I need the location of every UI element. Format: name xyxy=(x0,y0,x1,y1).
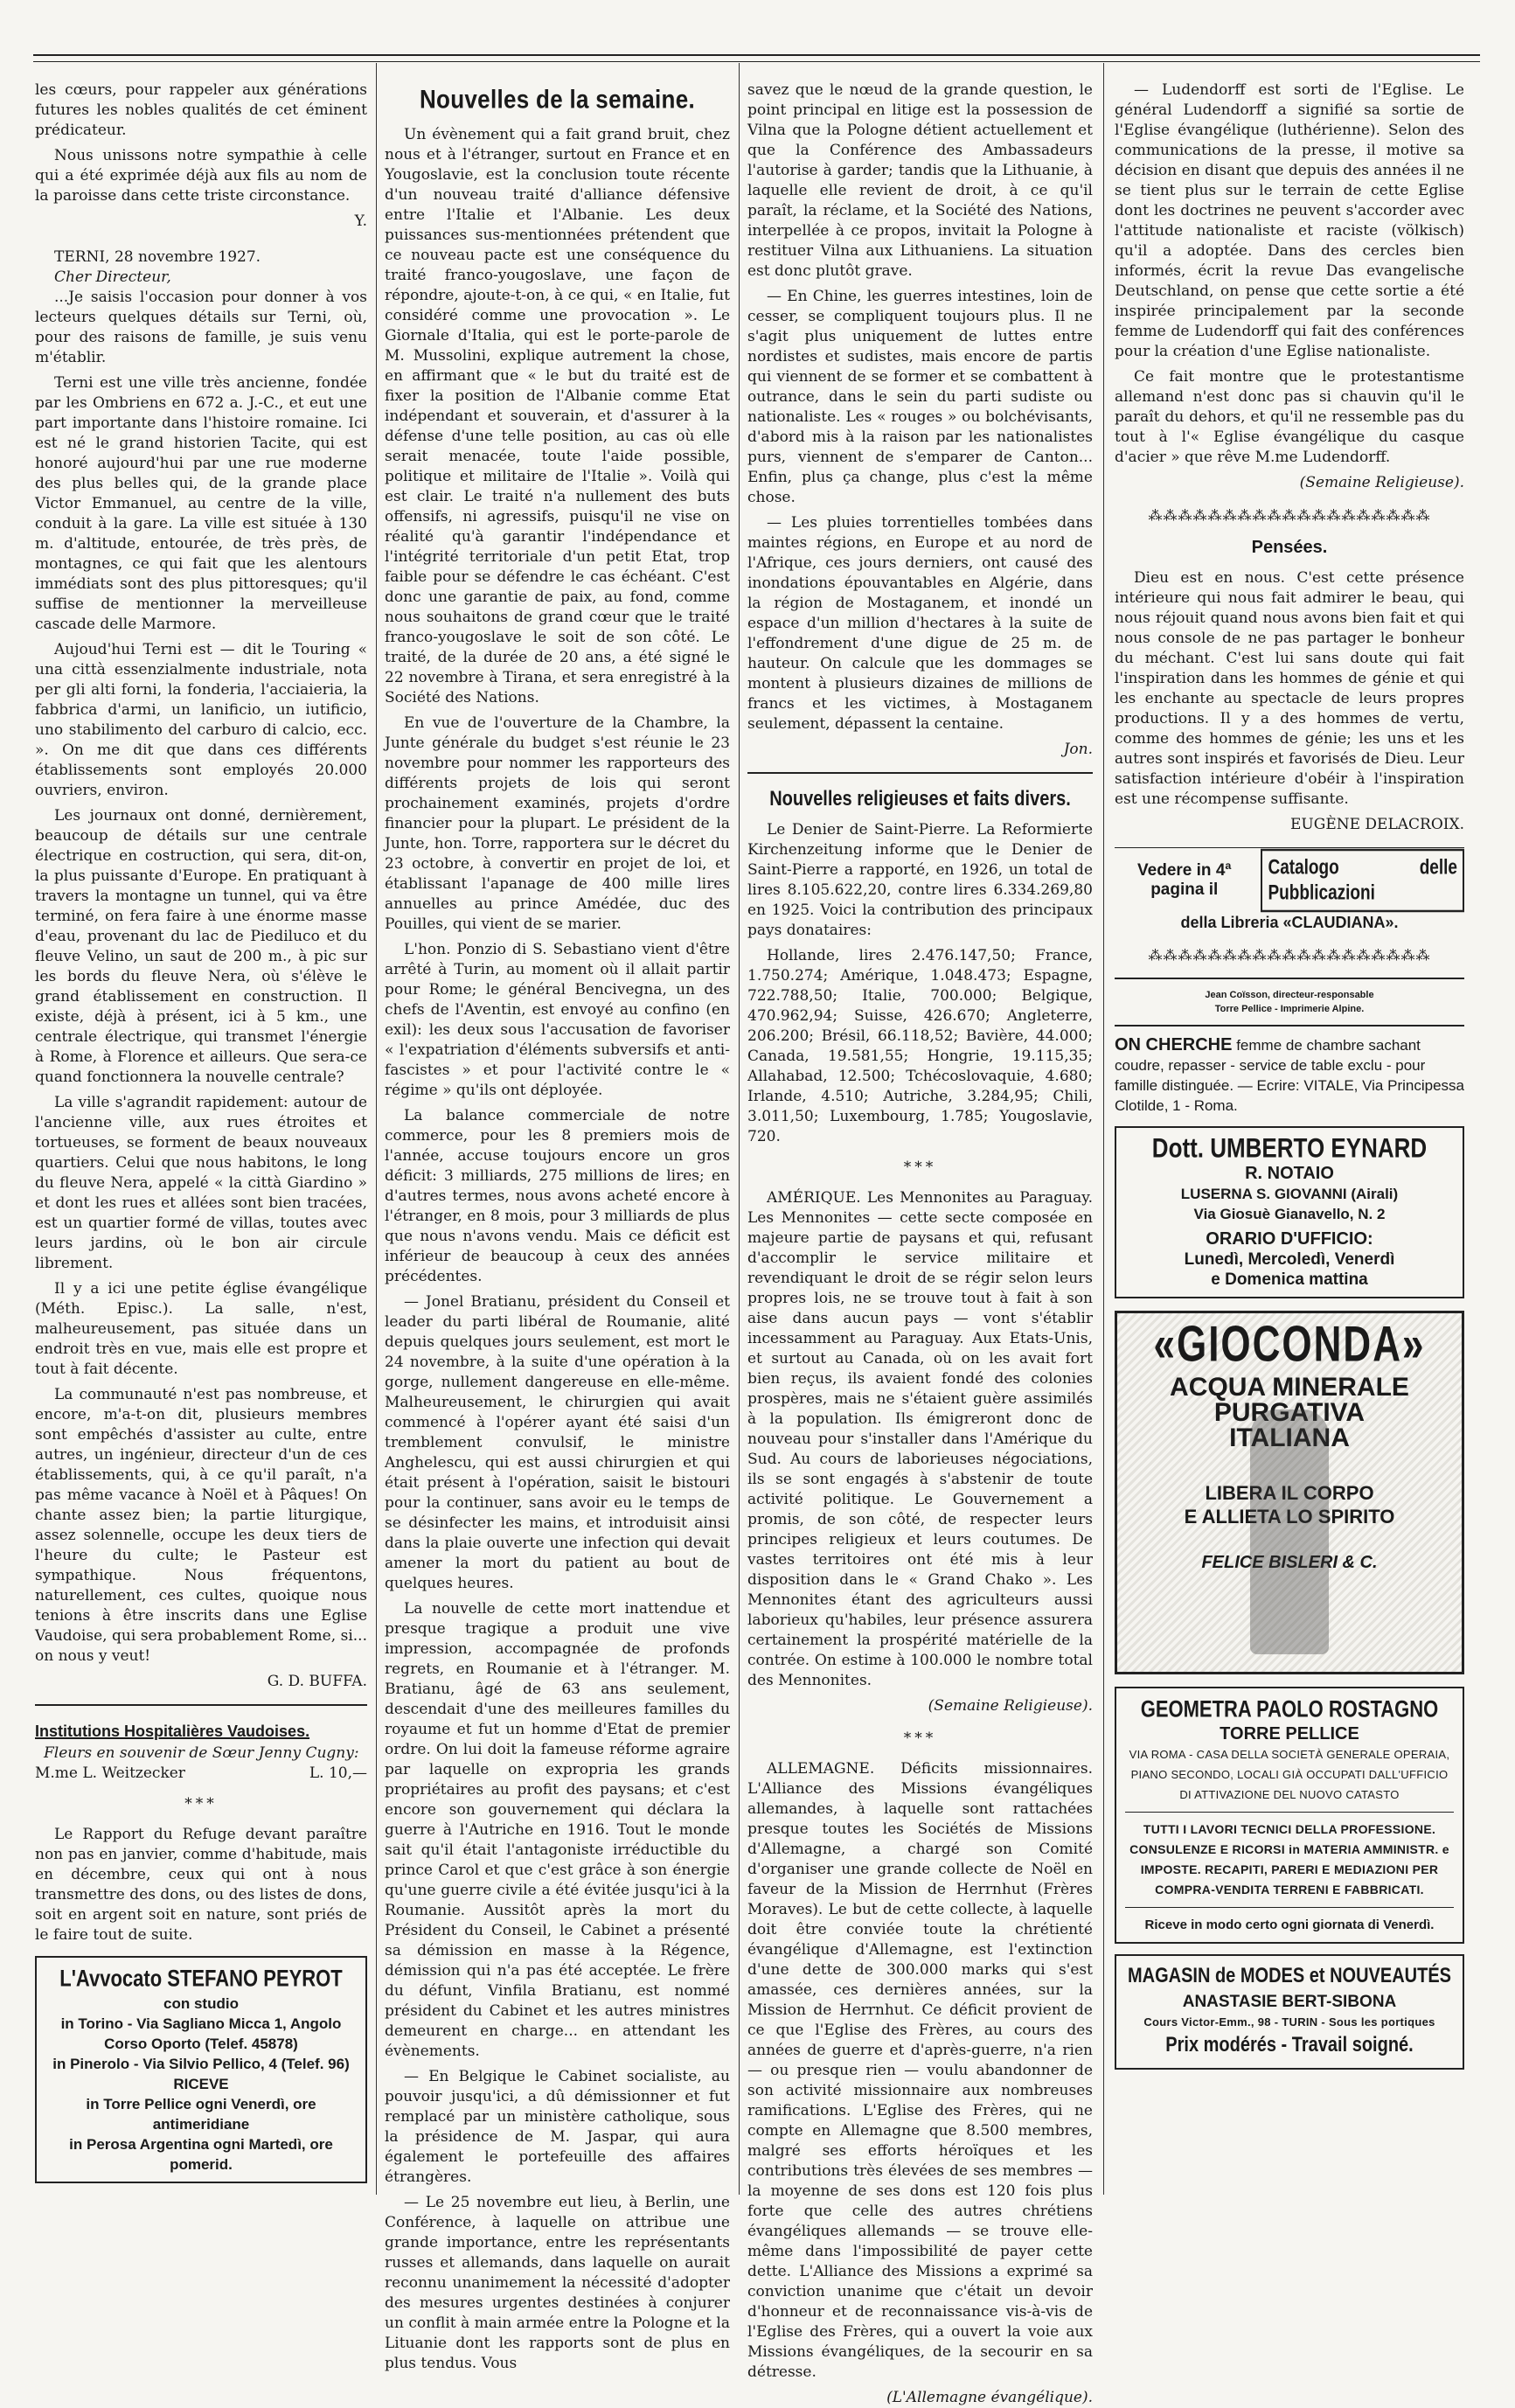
rostagno-services: TUTTI I LAVORI TECNICI DELLA PROFESSIONE. CONSULENZE E RICORSI in MATERIA AMMINISTR. e IMPOSTE. RECAPITI, PARERI E MEDIAZIONI PER COMPRA-VENDITA TERRENI E FABBRICATI. xyxy=(1129,1822,1449,1896)
news-paragraph: — Le 25 novembre eut lieu, à Berlin, une Conférence, à laquelle on attribue une grande importance, entre les représentants russes et allemands, dans laquelle on aurait reconnu unanimement la nécessité d'adopter des mesures urgentes destinées à conjurer un conflit à main armée entre la Pologne et la Lituanie dont les rapports sont de plus en plus tendus. Vous xyxy=(385,2194,730,2372)
gioconda-line: ACQUA MINERALE xyxy=(1170,1373,1409,1402)
gioconda-brand: «GIOCONDA» xyxy=(1153,1316,1426,1373)
institutions-subheading: Fleurs en souvenir de Sœur Jenny Cugny: xyxy=(44,1744,359,1762)
sympathy-paragraph: Nous unissons notre sympathie à celle qui a été exprimée déjà aux fils au nom de la paroisse dans cette triste circonstance. xyxy=(35,147,367,205)
gioconda-line: E ALLIETA LO SPIRITO xyxy=(1184,1506,1395,1528)
news-continued: savez que le nœud de la grande question, le point principal en litige est la possession de Vilna que la Pologne détient actuellement et que la Conférence des Ambassadeurs l'autorise à garder; tandis que la Lithuanie, à laquelle elle revient de droit, à ce qu'il paraît, la réclame, et la Société des Nations, interpellée à ce propos, invitait la Pologne à restituer Vilna aux Lithuaniens. La situation est donc plutôt grave. xyxy=(747,81,1093,280)
peyrot-riceve: RICEVE xyxy=(173,2076,229,2092)
column-2 xyxy=(385,80,730,2372)
signature-y: Y. xyxy=(354,212,367,230)
section-rule xyxy=(747,772,1093,774)
terni-paragraph: ...Je saisis l'occasion pour donner à vos lecteurs quelques détails sur Terni, où, pour des raisons de famille, je suis venu m'établir. xyxy=(35,289,367,366)
bert-slogan: Prix modérés - Travail soigné. xyxy=(1165,2033,1414,2057)
news-paragraph: La nouvelle de cette mort inattendue et presque tragique a produit une vive impression, accompagnée de profonds regrets, en Roumanie et à l'étranger. M. Bratianu, âgé de 63 ans seulement, descendait d'une des meilleures familles du royaume et fut un homme d'Etat de premier ordre. On lui doit la fameuse réforme agraire par laquelle on expropria les grands propriétaires au profit des paysans; et c'est encore son gouvernement qui déclara la guerre à l'Autriche en 1916. Tout le monde sait qu'il était l'antagoniste irréductible du prince Carol et que c'est grâce à son énergie qu'une guerre civile a été évitée jusqu'ici à la Roumanie. Aussitôt après la mort du Président du Conseil, le Cabinet a présenté sa démission en masse à la Régence, démission qui n'a pas été acceptée. Le frère du défunt, Vinfila Bratianu, est nommé président du Cabinet et les autres ministres demeurent en charge... en attendant les évènements. xyxy=(385,1600,730,2060)
source-semaine: (Semaine Religieuse). xyxy=(928,1697,1093,1715)
source-allemagne: (L'Allemagne évangélique). xyxy=(886,2389,1093,2406)
gioconda-maker: FELICE BISLERI & C. xyxy=(1201,1553,1378,1572)
pensees-signature: EUGÈNE DELACROIX. xyxy=(1290,816,1464,833)
rostagno-city: TORRE PELLICE xyxy=(1220,1724,1359,1743)
source-semaine: (Semaine Religieuse). xyxy=(1299,474,1464,491)
news-paragraph: L'hon. Ponzio di S. Sebastiano vient d'être arrêté à Turin, au moment où il allait partir pour Rome; le général Bencivegna, un des chefs de l'Aventin, est envoyé au confino (en exil): les deux sous l'accusation de favoriser « l'expatriation d'éléments subversifs et anti-fascistes » et pour l'activité contre le « régime » qu'ils ont déployée. xyxy=(385,941,730,1099)
gioconda-line: LIBERA IL CORPO xyxy=(1205,1482,1374,1504)
catalog-sub: della Libreria «CLAUDIANA». xyxy=(1180,914,1399,931)
dateline: TERNI, 28 novembre 1927. xyxy=(54,248,261,266)
religious-news-heading: Nouvelles religieuses et faits divers. xyxy=(769,787,1071,811)
terni-paragraph: Il y a ici une petite église évangélique (Méth. Episc.). La salle, n'est, malheureusement, pas située dans un endroit très en vue, mais elle est propre et tout à fait décente. xyxy=(35,1280,367,1378)
ludendorff-paragraph: — Ludendorff est sorti de l'Eglise. Le général Ludendorff a signifié sa sortie de l'Eglise évangélique (luthérienne). Selon des communications de la presse, il motive sa décision en disant que depuis des années il ne se tient plus sur le terrain de cette Eglise dont les doctrines ne peuvent s'accorder avec l'attitude nationaliste et raciste (völkisch) qu'il a adoptée. Dans des cercles bien informés, écrit la revue Das evangelische Deutschland, on pense que cette sortie a été inspirée principalement par la seconde femme de Ludendorff qui fait des conférences pour la création d'une Eglise nationaliste. xyxy=(1115,81,1464,360)
eynard-name: Dott. UMBERTO EYNARD xyxy=(1151,1131,1428,1164)
peyrot-torino: in Torino - Via Sagliano Micca 1, Angolo Corso Oporto (Telef. 45878) xyxy=(60,2015,342,2052)
gioconda-line: ITALIANA xyxy=(1229,1423,1350,1452)
eynard-title: R. NOTAIO xyxy=(1245,1164,1334,1183)
catalog-notice xyxy=(1115,855,1464,906)
refuge-paragraph: Le Rapport du Refuge devant paraître non pas en janvier, comme d'habitude, mais en décembre, ceux qui ont à nous transmettre des dons, ou des listes de dons, soit en argent soit en nature, sont priés de le faire tout de suite. xyxy=(35,1826,367,1944)
rostagno-address: VIA ROMA - CASA DELLA SOCIETÀ GENERALE OPERAIA, PIANO SECONDO, LOCALI GIÀ OCCUPATI DALL'UFFICIO DI ATTIVAZIONE DEL NUOVO CATASTO xyxy=(1129,1748,1450,1801)
rostagno-riceve: Riceve in modo certo ogni giornata di Venerdì. xyxy=(1144,1917,1435,1932)
bert-advertisement xyxy=(1115,1954,1464,2070)
salutation: Cher Directeur, xyxy=(54,268,171,286)
bert-title: MAGASIN de MODES et NOUVEAUTÉS xyxy=(1127,1964,1452,1988)
eynard-orario: ORARIO D'UFFICIO: xyxy=(1206,1229,1373,1249)
section-rule xyxy=(1115,978,1464,979)
gioconda-line: PURGATIVA xyxy=(1213,1398,1366,1427)
pensees-paragraph: Dieu est en nous. C'est cette présence intérieure qui nous fait admirer le beau, qui nous réjouit quand nous avons bien fait et qui nous console de ne pas partager le bonheur du méchant. C'est lui sans doute qui fait l'inspiration dans les hommes de génie et qui les enchante au spectacle de leurs propres productions. Il y a des hommes de vertu, comme des hommes de génie; les uns et les autres sont inspirés et favorisés de Dieu. Leur satisfaction intérieure d'obéir à l'inspiration est une récompense suffisante. xyxy=(1115,569,1464,808)
stars-separator: *** xyxy=(903,1729,937,1747)
eynard-days-2: e Domenica mattina xyxy=(1211,1270,1368,1289)
ornament-divider: ⁂⁂⁂⁂⁂⁂⁂⁂⁂⁂⁂⁂⁂⁂⁂⁂⁂⁂⁂ xyxy=(1148,507,1431,524)
ad-rule xyxy=(1125,1907,1454,1908)
column-separator xyxy=(739,63,740,2195)
section-rule xyxy=(1115,1025,1464,1027)
peyrot-title: L'Avvocato STEFANO PEYROT xyxy=(59,1965,343,1992)
news-heading: Nouvelles de la semaine. xyxy=(419,83,695,115)
peyrot-studio: con studio xyxy=(163,1995,239,2012)
peyrot-perosa: in Perosa Argentina ogni Martedì, ore pomerid. xyxy=(69,2136,333,2173)
terni-paragraph: Aujoud'hui Terni est — dit le Touring « una città essenzialmente industriale, nota per gli alti forni, la fonderia, l'acciaieria, la fabbrica d'armi, un lanificio, un iutificio, uno stabilimento del carburo di calcio, ecc. ». On me dit que dans ces différents établissements sont employés 20.000 ouvriers, environ. xyxy=(35,641,367,799)
institutions-heading: Institutions Hospitalières Vaudoises. xyxy=(35,1722,310,1740)
eynard-street: Via Giosuè Gianavello, N. 2 xyxy=(1193,1206,1386,1222)
eynard-advertisement xyxy=(1115,1126,1464,1298)
imprint-printer: Torre Pellice - Imprimerie Alpine. xyxy=(1214,1004,1365,1014)
gioconda-advertisement xyxy=(1115,1311,1464,1674)
classified-ad xyxy=(1115,1035,1464,1116)
denier-paragraph: Le Denier de Saint-Pierre. La Reformierte Kirchenzeitung informe que le Denier de Saint-Pierre a rapporté, en 1926, un total de lires 8.105.622,20, contre lires 6.334.269,80 en 1925. Voici la contribution des principaux pays donataires: xyxy=(747,821,1093,939)
mennonites-paragraph: AMÉRIQUE. Les Mennonites au Paraguay. Les Mennonites — cette secte composée en majeure partie de paysans et qui, refusant d'accomplir le service militaire et revendiquant le droit de se régir selon leurs propres lois, ne se trouve tout à fait à son aise dans aucun pays — vont s'établir incessamment au Paraguay. Aux Etats-Unis, et surtout au Canada, où on les avait fort bien reçus, ils avaient fondé des colonies prospères, mais ne s'étaient guère assimilés à la population. Ils émigreront donc de nouveau pour s'installer dans l'Amérique du Sud. Au cours de laborieuses négociations, ils se sont engagés à s'abstenir de toute activité politique. Le Gouvernement a promis, de son côté, de respecter leurs principes religieux et leurs coutumes. De vastes territoires ont été mis à leur disposition dans le « Grand Chako ». Les Mennonites étant des agriculteurs aussi laborieux qu'habiles, leur présence assurera certainement la prospérité matérielle de la contrée. On estime à 100.000 le nombre total des Mennonites. xyxy=(747,1189,1093,1689)
ornament-divider: ⁂⁂⁂⁂⁂⁂⁂⁂⁂⁂⁂⁂⁂⁂⁂⁂⁂⁂⁂ xyxy=(1148,947,1431,964)
news-paragraph: — Jonel Bratianu, président du Conseil et leader du parti libéral de Roumanie, alité depuis quelques jours seulement, est mort le 24 novembre, à la suite d'une opération à la gorge, nullement dangereuse en elle-même. Malheureusement, le chirurgien qui avait commencé à l'opérer ayant été saisi d'un tremblement convulsif, le ministre Anghelescu, qui est aussi chirurgien et qui était présent à l'opération, saisit le bistouri pour la continuer, sans avoir eu le temps de se désinfecter les mains, et introduisit ainsi dans la plaie ouverte une infection qui devait amener la mort du patient au bout de quelques heures. xyxy=(385,1293,730,1592)
eynard-place: LUSERNA S. GIOVANNI (Airali) xyxy=(1180,1186,1399,1202)
signature-jon: Jon. xyxy=(1063,741,1093,758)
imprint-director: Jean Coïsson, directeur-responsable xyxy=(1205,990,1374,1000)
donor-name: M.me L. Weitzecker xyxy=(35,1764,185,1782)
donation-amount: L. 10,— xyxy=(309,1764,367,1782)
terni-paragraph: La communauté n'est pas nombreuse, et encore, m'a-t-on dit, plusieurs membres sont empêchés d'assister au culte, entre autres, un ingénieur, directeur d'un de ces établissements, qui, à ce qu'il paraît, n'a pas même vacance à Noël et à Pâques! On chante assez bien; la partie liturgique, assez solennelle, occupe les deux tiers de l'heure du culte; le Pasteur est sympathique. Nous fréquentons, naturellement, ces cultes, quoique nous tenions à être inscrits dans une Eglise Vaudoise, qui sera probablement Rome, si... on nous y veut! xyxy=(35,1386,367,1665)
eynard-days: Lunedì, Mercoledì, Venerdì xyxy=(1184,1250,1395,1269)
column-3 xyxy=(747,80,1093,2406)
missions-paragraph: ALLEMAGNE. Déficits missionnaires. L'Alliance des Missions évangéliques allemandes, à laquelle sont rattachées presque toutes les Sociétés de Missions d'Allemagne, a chargé son Comité d'organiser une grande collecte de Noël en faveur de la Mission de Herrnhut (Frères Moraves). Le but de cette collecte, à laquelle doit être conviée toute la chrétienté évangélique d'Allemagne, est l'extinction d'une dette de 300.000 marks qui s'est amassée, ces dernières années, sur la Mission de Herrnhut. Ce déficit provient de ce que l'Eglise des Frères, au cours des années de guerre et d'après-guerre, n'a rien — ou presque rien — voulu abandonner de son activité missionnaire aux nombreuses ramifications. L'Eglise des Frères, qui ne compte en Allemagne que 8.500 membres, malgré ses efforts héroïques et les contributions très élevées de ses membres — la moyenne de ses dons est 120 fois plus forte que celle des autres chrétiens évangéliques allemands — se trouve elle-même dans l'impossibilité de payer cette dette. L'Alliance des Missions a exprimé sa conviction unanime que c'était un devoir d'honneur et de reconnaissance vis-à-vis de l'Eglise des Frères, qui a ouvert la voie aux Missions évangéliques, de la secourir en sa détresse. xyxy=(747,1760,1093,2381)
news-paragraph: La balance commerciale de notre commerce, pour les 8 premiers mois de l'année, accuse toujours encore un gros déficit: 3 milliards, 275 millions de lires; en d'autres termes, nous avons acheté encore à l'étranger, en 8 mois, pour 3 milliards de plus que nous n'avons vendu. Mais ce déficit est inférieur de beaucoup à ceux des années précédentes. xyxy=(385,1107,730,1285)
news-paragraph: En vue de l'ouverture de la Chambre, la Junte générale du budget s'est réunie le 23 novembre pour nommer les rapporteurs des différents projets de lois qui seront prochainement examinés, projets d'ordre financier pour la plupart. Le président de la Junte, hon. Torre, rapportera sur le décret du 23 octobre, à convertir en projet de loi, et établissant l'apanage de 400 mille lires annuelles au prince Amédée, duc des Pouilles, qui vient de se marier. xyxy=(385,714,730,933)
donors-paragraph: Hollande, lires 2.476.147,50; France, 1.750.274; Amérique, 1.048.473; Espagne, 722.788,50; Italie, 700.000; Belgique, 470.962,94; Suisse, 426.670; Angleterre, 206.200; Brésil, 66.118,52; Bavière, 44.000; Canada, 19.581,55; Hongrie, 19.115,35; Allahabad, 12.500; Tchécoslovaquie, 4.680; Irlande, 4.510; Autriche, 3.284,95; Chili, 3.011,50; Luxembourg, 1.785; Yougoslavie, 720. xyxy=(747,947,1093,1145)
signature-buffa: G. D. BUFFA. xyxy=(267,1673,367,1690)
stars-separator: *** xyxy=(184,1795,218,1813)
peyrot-pinerolo: in Pinerolo - Via Silvio Pellico, 4 (Telef. 96) xyxy=(52,2056,350,2072)
peyrot-advertisement xyxy=(35,1956,367,2183)
rostagno-advertisement xyxy=(1115,1687,1464,1944)
top-rule xyxy=(33,54,1480,56)
news-paragraph: — Les pluies torrentielles tombées dans maintes régions, en Europe et au nord de l'Afrique, ces jours derniers, ont causé des inondations épouvantables en Algérie, dans la région de Mostaganem, et inondé un espace d'un million d'hectares à la suite de l'effondrement d'une digue de 25 m. de hauteur. On calcule que les dommages se montent à plusieurs dizaines de millions de francs et les victimes, à Mostaganem seulement, dépassent la centaine. xyxy=(747,514,1093,733)
column-separator xyxy=(1103,63,1104,2195)
pensees-heading: Pensées. xyxy=(1251,538,1328,557)
section-rule xyxy=(35,1704,367,1706)
bottle-illustration xyxy=(1250,1409,1329,1654)
news-paragraph: — En Belgique le Cabinet socialiste, au pouvoir jusqu'ici, a dû démissionner et fut remplacé par un ministère catholique, sous la présidence de M. Jaspar, qui aura également le portefeuille des affaires étrangères. xyxy=(385,2068,730,2186)
rostagno-name: GEOMETRA PAOLO ROSTAGNO xyxy=(1140,1695,1439,1722)
terni-paragraph: Terni est une ville très ancienne, fondée par les Ombriens en 672 a. J.-C., et eut une part importante dans l'histoire romaine. Ici est né le grand historien Tacite, qui est honoré aujourd'hui par une rue moderne des plus belles qui, de la grande place Victor Emmanuel, au centre de la ville, conduit à la gare. La ville est située à 130 m. d'altitude, entourée, de très près, de montagnes, ce qui fait que les alentours immédiats sont des plus pittoresques; qu'il suffise de mentionner la merveilleuse cascade delle Marmore. xyxy=(35,374,367,633)
bert-address: Cours Victor-Emm., 98 - TURIN - Sous les portiques xyxy=(1143,2015,1435,2029)
intro-paragraph: les cœurs, pour rappeler aux générations futures les nobles qualités de cet éminent prédicateur. xyxy=(35,81,367,139)
catalog-box: Catalogo delle Pubblicazioni xyxy=(1261,849,1464,913)
column-separator xyxy=(376,63,377,2195)
terni-paragraph: Les journaux ont donné, dernièrement, beaucoup de détails sur une centrale électrique en costruction, qui sera, dit-on, la plus puissante d'Europe. En pratiquant à travers la montagne un tunnel, qui va être terminé, on fera faire à une énorme masse d'eau, provenant du lac de Piediluco et du fleuve Velino, un saut de 200 m., à pic sur les bords du fleuve Nera, où s'élève le grand établissement en construction. Il existe, déjà à présent, ici à 5 km., une centrale électrique, qui transmet l'énergie à Rome, à Florence et ailleurs. Que sera-ce quand fonctionnera la nouvelle centrale? xyxy=(35,807,367,1086)
classified-head: ON CHERCHE xyxy=(1115,1035,1233,1054)
top-rule-thin xyxy=(33,61,1480,62)
column-4 xyxy=(1115,80,1464,2186)
catalog-left: Vedere in 4ª pagina il xyxy=(1137,861,1232,899)
column-1 xyxy=(35,80,367,2186)
classified-text: femme de chambre sachant coudre, repasser - service de table exclu - pour famille distinguée. — Ecrire: VITALE, Via Principessa Clotilde, 1 - Roma. xyxy=(1115,1037,1464,1114)
ludendorff-paragraph-2: Ce fait montre que le protestantisme allemand n'est donc pas si chauvin qu'il le paraît du dehors, et qu'il ne ressemble pas du tout à l'« Eglise évangélique du casque d'acier » que rêve M.me Ludendorff. xyxy=(1115,368,1464,466)
donation-row xyxy=(35,1764,367,1784)
ad-rule xyxy=(1125,1812,1454,1813)
stars-separator: *** xyxy=(903,1159,937,1176)
bert-name: ANASTASIE BERT-SIBONA xyxy=(1182,1993,1397,2011)
peyrot-torre: in Torre Pellice ogni Venerdì, ore antimeridiane xyxy=(86,2096,316,2133)
news-paragraph: — En Chine, les guerres intestines, loin de cesser, se compliquent toujours plus. Il ne s'agit plus uniquement de luttes entre nordistes et sudistes, mais encore de partis qui viennent de se former et se combattent à outrance, dans le sein du parti sudiste ou nationaliste. Les « rouges » ou bolchévisants, d'abord mis à la raison par les nationalistes purs, viennent de s'emparer de Canton... Enfin, plus ça change, plus c'est la même chose. xyxy=(747,288,1093,506)
terni-paragraph: La ville s'agrandit rapidement: autour de l'ancienne ville, aux rues étroites et tortueuses, se forment de beaux nouveaux quartiers. Celui que nous habitons, le long du fleuve Nera, appelé « la città Giardino » et dont les rues et allées sont bien tracées, est un quartier formé de villas, toutes avec leurs jardins, où le bon air circule librement. xyxy=(35,1094,367,1272)
news-paragraph: Un évènement qui a fait grand bruit, chez nous et à l'étranger, surtout en France et en Yougoslavie, est la conclusion toute récente d'un nouveau traité d'alliance défensive entre l'Italie et l'Albanie. Les deux puissances sus-mentionnées prétendent que ce nouveau pacte est une conséquence du traité franco-yougoslave, une façon de répondre, ajoute-t-on, à ce qui, « en Italie, fut considéré comme une provocation ». Le Giornale d'Italia, qui est le porte-parole de M. Mussolini, explique autrement la chose, en affirmant que « le but du traité est de fixer la position de l'Albanie comme Etat indépendant et souverain, et d'assurer à la défense d'une telle position, au cas où elle serait menacée, toute l'aide possible, politique et militaire de l'Italie ». Voilà qui est clair. Le traité n'a nullement des buts offensifs, ni agressifs, puisqu'il ne vise on réalité qu'à garantir l'indépendance et l'intégrité territoriale d'un petit Etat, trop faible pour se défendre le cas échéant. C'est donc une garantie de paix, au fond, comme nous souhaitons de grand cœur que le traité franco-yougoslave le soit de son côté. Le traité, de la durée de 20 ans, a été signé le 22 novembre à Tirana, et sera enregistré à la Société des Nations. xyxy=(385,126,730,706)
